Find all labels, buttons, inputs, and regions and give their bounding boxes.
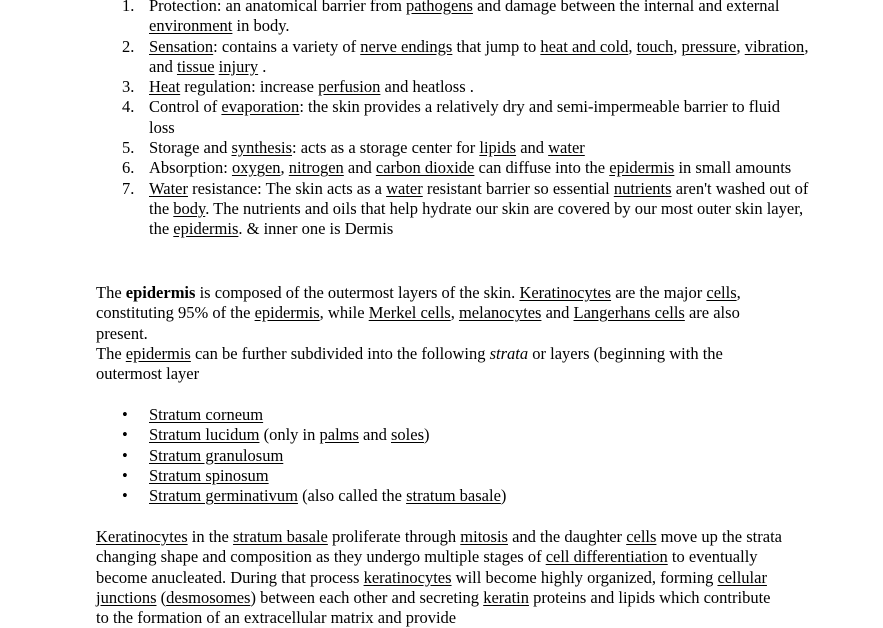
- text-run: The: [96, 344, 126, 363]
- hyperlink[interactable]: cellular junctions: [96, 567, 767, 607]
- text-run: is composed of the outermost layers of the skin.: [195, 283, 520, 302]
- text-run: : contains a variety of: [213, 36, 361, 56]
- text-run: proliferate through: [327, 527, 461, 546]
- strata-item: [122, 445, 749, 466]
- hyperlink[interactable]: touch: [636, 36, 674, 56]
- function-item: [122, 138, 809, 158]
- text-run: aren't washed out of the: [149, 178, 809, 218]
- hyperlink[interactable]: evaporation: [221, 97, 300, 117]
- list-number: 5.: [122, 138, 135, 158]
- hyperlink[interactable]: Water: [149, 178, 188, 198]
- hyperlink[interactable]: mitosis: [460, 527, 508, 546]
- hyperlink[interactable]: palms: [319, 425, 359, 445]
- list-number: 2.: [122, 36, 135, 56]
- text-run: will become highly organized, forming: [451, 567, 718, 587]
- hyperlink[interactable]: nitrogen: [288, 158, 344, 178]
- hyperlink[interactable]: perfusion: [318, 77, 381, 97]
- text-run: ,: [280, 158, 289, 178]
- list-number: 4.: [122, 97, 135, 117]
- hyperlink[interactable]: Stratum granulosum: [149, 445, 284, 465]
- hyperlink[interactable]: Stratum germinativum: [149, 486, 298, 506]
- text-run: and: [516, 138, 549, 158]
- text-run: and heatloss .: [380, 77, 474, 97]
- text-run: and: [343, 158, 376, 178]
- italic-text: strata: [489, 344, 529, 363]
- text-run: . & inner one is Dermis: [238, 219, 394, 239]
- text-run: ): [500, 486, 507, 506]
- keratinocytes-paragraph: [96, 527, 786, 628]
- text-run: Storage and: [149, 138, 232, 158]
- hyperlink[interactable]: cells: [626, 527, 657, 546]
- hyperlink[interactable]: epidermis: [173, 219, 239, 239]
- hyperlink[interactable]: heat and cold: [540, 36, 629, 56]
- text-run: : acts as a storage center for: [292, 138, 480, 158]
- text-run: (only in: [259, 425, 320, 445]
- hyperlink[interactable]: Merkel cells: [368, 303, 451, 323]
- hyperlink[interactable]: environment: [149, 16, 233, 36]
- function-item: [122, 158, 809, 178]
- text-run: .: [258, 56, 267, 76]
- skin-functions-list: [122, 0, 809, 240]
- hyperlink[interactable]: cells: [706, 283, 737, 302]
- text-run: are the major: [611, 283, 707, 302]
- hyperlink[interactable]: soles: [391, 425, 424, 445]
- text-run: (also called the: [297, 486, 407, 506]
- text-run: to eventually become anucleated. During that process: [96, 547, 758, 587]
- hyperlink[interactable]: nutrients: [613, 178, 672, 198]
- function-item: [122, 0, 809, 37]
- bullet-icon: •: [122, 445, 128, 465]
- hyperlink[interactable]: body: [173, 198, 206, 218]
- hyperlink[interactable]: epidermis: [125, 344, 191, 363]
- hyperlink[interactable]: lipids: [479, 138, 517, 158]
- hyperlink[interactable]: pressure: [681, 36, 737, 56]
- hyperlink[interactable]: stratum basale: [233, 527, 328, 546]
- hyperlink[interactable]: keratin: [483, 587, 529, 607]
- strata-item: [122, 425, 749, 445]
- text-run: ) between each other and secreting: [250, 587, 484, 607]
- hyperlink[interactable]: Stratum corneum: [149, 405, 264, 424]
- list-number: 7.: [122, 178, 135, 198]
- hyperlink[interactable]: cell differentiation: [545, 547, 668, 567]
- text-run: ,: [450, 303, 459, 323]
- text-run: , while: [319, 303, 369, 323]
- hyperlink[interactable]: Heat: [149, 77, 181, 97]
- text-run: ): [424, 425, 430, 445]
- bold-text: epidermis: [125, 283, 196, 302]
- text-run: and: [541, 303, 574, 323]
- bullet-icon: •: [122, 486, 128, 506]
- bullet-icon: •: [122, 465, 128, 485]
- epidermis-paragraph: [96, 283, 786, 344]
- text-run: (: [156, 587, 167, 607]
- hyperlink[interactable]: Keratinocytes: [96, 527, 188, 546]
- hyperlink[interactable]: tissue: [176, 56, 215, 76]
- text-run: or layers (beginning with the outermost layer: [96, 344, 723, 384]
- text-run: Absorption:: [149, 158, 232, 178]
- hyperlink[interactable]: nerve endings: [360, 36, 453, 56]
- strata-list: [122, 405, 749, 506]
- text-run: . The nutrients and oils that help hydrate our skin are covered by our most outer skin layer, the: [149, 198, 804, 239]
- text-run: proteins and lipids which contribute to the formation of an extracellular matrix and provide: [96, 587, 771, 628]
- function-item: [122, 77, 809, 97]
- text-run: move up the strata changing shape and composition as they undergo multiple stages of: [96, 527, 782, 567]
- list-number: 1.: [122, 0, 135, 15]
- text-run: and damage between the internal and external: [472, 0, 780, 15]
- hyperlink[interactable]: epidermis: [609, 158, 675, 178]
- text-run: ,: [628, 36, 637, 56]
- hyperlink[interactable]: water: [386, 178, 423, 198]
- function-item: [122, 97, 809, 138]
- strata-item: [122, 465, 749, 486]
- function-item: [122, 178, 809, 240]
- text-run: that jump to: [452, 36, 541, 56]
- hyperlink[interactable]: carbon dioxide: [375, 158, 475, 178]
- text-run: Control of: [149, 97, 222, 117]
- text-run: , constituting 95% of the: [96, 283, 741, 323]
- text-run: in body.: [232, 16, 290, 36]
- hyperlink[interactable]: melanocytes: [458, 303, 542, 323]
- text-run: are also present.: [96, 303, 740, 343]
- text-run: in the: [187, 527, 234, 546]
- text-run: resistant barrier so essential: [422, 178, 614, 198]
- strata-item: [122, 405, 749, 425]
- hyperlink[interactable]: Stratum spinosum: [149, 465, 269, 485]
- text-run: Protection: an anatomical barrier from: [149, 0, 407, 15]
- function-item: [122, 36, 809, 78]
- hyperlink[interactable]: desmosomes: [166, 587, 251, 607]
- text-run: regulation: increase: [180, 77, 319, 97]
- text-run: can be further subdivided into the following: [190, 344, 490, 363]
- hyperlink[interactable]: pathogens: [406, 0, 473, 15]
- text-run: in small amounts: [674, 158, 792, 178]
- bullet-icon: •: [122, 405, 128, 424]
- hyperlink[interactable]: stratum basale: [406, 486, 501, 506]
- hyperlink[interactable]: Sensation: [149, 36, 214, 56]
- list-number: 6.: [122, 158, 135, 178]
- hyperlink[interactable]: injury: [218, 56, 259, 76]
- hyperlink[interactable]: oxygen: [231, 158, 281, 178]
- hyperlink[interactable]: Keratinocytes: [519, 283, 612, 302]
- bullet-icon: •: [122, 425, 128, 445]
- text-run: ,: [673, 36, 682, 56]
- strata-item: [122, 486, 749, 506]
- text-run: ,: [736, 36, 745, 56]
- text-run: The: [96, 283, 126, 302]
- hyperlink[interactable]: Langerhans cells: [573, 303, 685, 323]
- hyperlink[interactable]: vibration: [744, 36, 805, 56]
- hyperlink[interactable]: epidermis: [254, 303, 320, 323]
- text-run: : the skin provides a relatively dry and semi-impermeable barrier to fluid loss: [149, 97, 780, 137]
- text-run: and the daughter: [507, 527, 627, 546]
- text-run: resistance: The skin acts as a: [187, 178, 387, 198]
- hyperlink[interactable]: keratinocytes: [363, 567, 452, 587]
- text-run: can diffuse into the: [474, 158, 610, 178]
- hyperlink[interactable]: Stratum lucidum: [149, 425, 260, 445]
- hyperlink[interactable]: water: [548, 138, 585, 158]
- hyperlink[interactable]: synthesis: [231, 138, 292, 158]
- subdivision-paragraph: [96, 344, 786, 385]
- text-run: and: [358, 425, 391, 445]
- list-number: 3.: [122, 77, 135, 97]
- text-run: , and: [149, 36, 809, 76]
